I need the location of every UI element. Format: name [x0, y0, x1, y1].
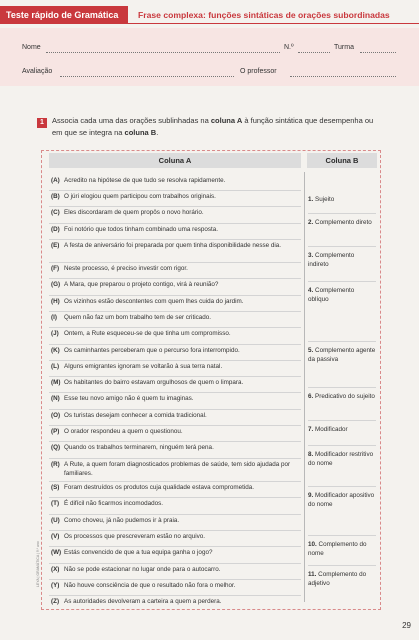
row-divider — [49, 262, 301, 263]
function-number: 5. — [308, 347, 314, 354]
item-sentence: Foram destruídos os produtos cuja qualidade estava comprometida. — [64, 484, 255, 491]
row-divider — [49, 223, 301, 224]
column-a-item — [51, 347, 303, 356]
item-letter: (N) — [51, 395, 60, 402]
column-a-item — [51, 209, 303, 218]
function-name: Complemento agente da passiva — [308, 347, 376, 363]
item-letter: (Z) — [51, 598, 60, 605]
function-number: 2. — [308, 219, 314, 226]
question-instruction: Associa cada uma das orações sublinhadas na coluna A à função sintática que desempenha ou em que se integra na coluna B. — [52, 116, 374, 137]
item-letter: (C) — [51, 209, 60, 216]
column-b-item — [308, 426, 376, 435]
item-sentence: Os caminhantes perceberam que o percurso fora interrompido. — [64, 347, 240, 354]
column-a-item — [51, 461, 303, 479]
column-b-item — [308, 252, 376, 270]
student-info-panel — [0, 28, 419, 86]
column-b-item — [308, 571, 376, 589]
item-sentence: Os processos que prescreveram estão no arquivo. — [64, 533, 206, 540]
item-sentence: Não se pode estacionar no lugar onde para o autocarro. — [64, 566, 221, 573]
function-name: Predicativo do sujeito — [315, 393, 375, 400]
column-a-item — [51, 226, 303, 235]
item-sentence: Ontem, a Rute esqueceu-se de que tinha um compromisso. — [64, 330, 231, 337]
column-b-divider — [308, 420, 376, 421]
evaluation-label: Avaliação — [22, 68, 53, 75]
function-name: Modificador apositivo do nome — [308, 492, 375, 508]
function-number: 3. — [308, 252, 314, 259]
title-rule — [128, 23, 419, 24]
column-b-divider — [308, 387, 376, 388]
question-number: 1 — [37, 118, 47, 128]
item-letter: (T) — [51, 500, 60, 507]
function-number: 1. — [308, 196, 314, 203]
function-number: 4. — [308, 287, 314, 294]
name-field[interactable] — [46, 52, 280, 53]
teacher-label: O professor — [240, 68, 277, 75]
row-divider — [49, 206, 301, 207]
row-divider — [49, 425, 301, 426]
row-divider — [49, 278, 301, 279]
number-field[interactable] — [298, 52, 330, 53]
row-divider — [49, 481, 301, 482]
column-a-item — [51, 193, 303, 202]
function-name: Complemento do adjetivo — [308, 571, 367, 587]
row-divider — [49, 514, 301, 515]
column-a-item — [51, 298, 303, 307]
column-a-item — [51, 330, 303, 339]
item-letter: (O) — [51, 412, 61, 419]
column-b-item — [308, 451, 376, 469]
number-label: N.º — [284, 44, 294, 51]
item-sentence: Alguns emigrantes ignoram se voltarão à sua terra natal. — [64, 363, 223, 370]
column-b-divider — [308, 445, 376, 446]
page-title: Frase complexa: funções sintáticas de orações subordinadas — [138, 10, 390, 20]
row-divider — [49, 530, 301, 531]
column-a-item — [51, 582, 303, 591]
column-a-item — [51, 395, 303, 404]
item-letter: (Q) — [51, 444, 61, 451]
column-a-item — [51, 598, 303, 607]
column-b-item — [308, 347, 376, 365]
test-badge: Teste rápido de Gramática — [0, 6, 128, 24]
row-divider — [49, 409, 301, 410]
item-sentence: Não houve consciência de que o resultado não fora o melhor. — [64, 582, 236, 589]
item-letter: (U) — [51, 517, 60, 524]
side-note: LEYA | GRAMÁTICA | 9.º ano — [36, 541, 40, 587]
row-divider — [49, 546, 301, 547]
item-sentence: O júri elogiou quem participou com trabalhos originais. — [64, 193, 216, 200]
column-a-item — [51, 265, 303, 274]
column-a-item — [51, 363, 303, 372]
item-letter: (P) — [51, 428, 60, 435]
item-sentence: O orador respondeu a quem o questionou. — [64, 428, 183, 435]
column-a-item — [51, 379, 303, 388]
function-name: Modificador restritivo do nome — [308, 451, 374, 467]
column-a-item — [51, 281, 303, 290]
column-b-divider — [308, 486, 376, 487]
function-number: 10. — [308, 541, 317, 548]
item-sentence: Os vizinhos estão descontentes com quem lhes cuida do jardim. — [64, 298, 244, 305]
column-a-item — [51, 444, 303, 453]
row-divider — [49, 344, 301, 345]
item-letter: (K) — [51, 347, 60, 354]
column-a-header: Coluna A — [49, 153, 301, 168]
column-b-item — [308, 196, 376, 205]
item-letter: (V) — [51, 533, 60, 540]
item-letter: (I) — [51, 314, 57, 321]
column-a-item — [51, 549, 303, 558]
function-number: 7. — [308, 426, 314, 433]
item-sentence: Acredito na hipótese de que tudo se resolva rapidamente. — [64, 177, 226, 184]
item-sentence: A Mara, que preparou o projeto contigo, virá à reunião? — [64, 281, 219, 288]
item-sentence: Estás convencido de que a tua equipa ganha o jogo? — [64, 549, 213, 556]
column-b-divider — [308, 213, 376, 214]
column-b-divider — [308, 565, 376, 566]
top-bar — [0, 6, 419, 24]
row-divider — [49, 311, 301, 312]
column-b-item — [308, 219, 376, 228]
row-divider — [49, 441, 301, 442]
column-b-divider — [308, 281, 376, 282]
function-name: Complemento oblíquo — [308, 287, 355, 303]
function-name: Complemento direto — [315, 219, 372, 226]
row-divider — [49, 295, 301, 296]
name-label: Nome — [22, 44, 41, 51]
function-number: 9. — [308, 492, 314, 499]
item-letter: (L) — [51, 363, 60, 370]
item-sentence: A Rute, a quem foram diagnosticados problemas de saúde, tem sido ajudada por familiares. — [64, 461, 291, 477]
item-letter: (R) — [51, 461, 60, 468]
item-sentence: Quem não faz um bom trabalho tem de ser criticado. — [64, 314, 211, 321]
row-divider — [49, 497, 301, 498]
column-b-item — [308, 541, 376, 559]
item-letter: (Y) — [51, 582, 60, 589]
item-sentence: Neste processo, é preciso investir com rigor. — [64, 265, 188, 272]
evaluation-field[interactable] — [60, 76, 234, 77]
column-divider — [304, 172, 305, 602]
item-letter: (F) — [51, 265, 60, 272]
row-divider — [49, 392, 301, 393]
column-b-divider — [308, 246, 376, 247]
column-b-divider — [308, 535, 376, 536]
column-b-header: Coluna B — [307, 153, 377, 168]
class-field[interactable] — [360, 52, 396, 53]
item-sentence: Eles discordaram de quem propôs o novo horário. — [64, 209, 204, 216]
item-letter: (J) — [51, 330, 59, 337]
item-sentence: Os habitantes do bairro estavam orgulhosos de quem o limpara. — [64, 379, 244, 386]
item-letter: (G) — [51, 281, 61, 288]
function-number: 8. — [308, 451, 314, 458]
function-number: 6. — [308, 393, 314, 400]
row-divider — [49, 595, 301, 596]
function-name: Complemento do nome — [308, 541, 367, 557]
column-a-item — [51, 177, 303, 186]
row-divider — [49, 327, 301, 328]
item-letter: (A) — [51, 177, 60, 184]
function-name: Modificador — [315, 426, 348, 433]
item-sentence: As autoridades devolveram a carteira a quem a perdera. — [64, 598, 222, 605]
column-a-item — [51, 533, 303, 542]
item-letter: (E) — [51, 242, 60, 249]
row-divider — [49, 376, 301, 377]
column-b-item — [308, 492, 376, 510]
column-a-item — [51, 314, 303, 323]
column-b-item — [308, 393, 376, 402]
item-letter: (B) — [51, 193, 60, 200]
function-name: Complemento indireto — [308, 252, 355, 268]
column-a-item — [51, 242, 303, 251]
column-a-item — [51, 566, 303, 575]
item-sentence: Esse teu novo amigo não é quem tu imaginas. — [64, 395, 194, 402]
teacher-field[interactable] — [290, 76, 396, 77]
item-letter: (H) — [51, 298, 60, 305]
row-divider — [49, 458, 301, 459]
item-letter: (M) — [51, 379, 61, 386]
column-a-item — [51, 517, 303, 526]
column-b-divider — [308, 341, 376, 342]
row-divider — [49, 563, 301, 564]
item-letter: (X) — [51, 566, 60, 573]
page-number: 29 — [402, 621, 411, 630]
item-sentence: Os turistas desejam conhecer a comida tradicional. — [64, 412, 207, 419]
item-letter: (W) — [51, 549, 62, 556]
item-sentence: Como choveu, já não pudemos ir à praia. — [64, 517, 180, 524]
item-sentence: Quando os trabalhos terminarem, ninguém terá pena. — [64, 444, 214, 451]
row-divider — [49, 239, 301, 240]
item-sentence: É difícil não ficarmos incomodados. — [64, 500, 164, 507]
column-a-item — [51, 500, 303, 509]
function-name: Sujeito — [315, 196, 335, 203]
item-letter: (S) — [51, 484, 60, 491]
item-sentence: A festa de aniversário foi preparada por quem tinha disponibilidade nesse dia. — [64, 242, 282, 249]
row-divider — [49, 579, 301, 580]
column-a-item — [51, 428, 303, 437]
function-number: 11. — [308, 571, 317, 578]
row-divider — [49, 360, 301, 361]
item-letter: (D) — [51, 226, 60, 233]
row-divider — [49, 190, 301, 191]
class-label: Turma — [334, 44, 354, 51]
column-a-item — [51, 484, 303, 493]
item-sentence: Foi notório que todos tinham combinado uma resposta. — [64, 226, 219, 233]
column-a-item — [51, 412, 303, 421]
column-b-item — [308, 287, 376, 305]
